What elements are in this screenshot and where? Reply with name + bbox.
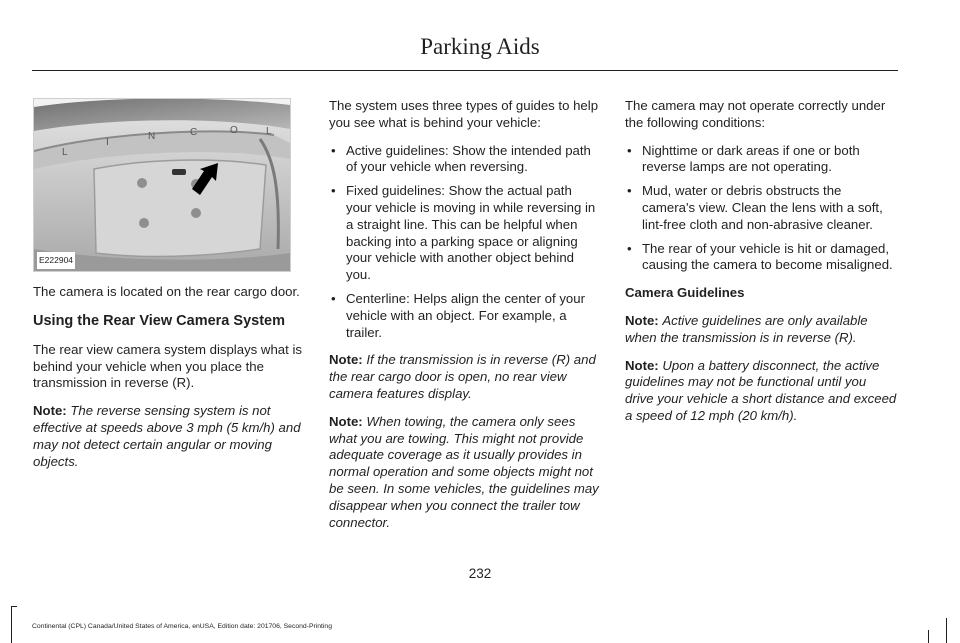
note-text: If the transmission is in reverse (R) and the rear cargo door is open, no rear view camera features display. <box>329 352 596 401</box>
section-heading: Using the Rear View Camera System <box>33 312 285 329</box>
note-text: When towing, the camera only sees what you are towing. This might not provide adequate coverage as it usually provides in normal operation and some objects might not be seen. In some vehicles, the guidelines may disappear when you connect the trailer tow connector. <box>329 413 599 530</box>
figure-caption: The camera is located on the rear cargo door. <box>33 284 300 299</box>
brand-letter-5: O <box>230 125 238 136</box>
figure-code: E222904 <box>37 252 75 269</box>
note-reverse-sensing <box>33 403 303 470</box>
column-right <box>625 98 897 436</box>
subheading-camera-guidelines: Camera Guidelines <box>625 285 745 301</box>
column-left <box>33 98 303 481</box>
crop-mark-left-vertical <box>11 606 12 643</box>
list-item: • Mud, water or debris obstructs the camera's view. Clean the lens with a soft, lint-free cloth and non-abrasive cleaner. <box>625 183 897 233</box>
list-item: • Centerline: Helps align the center of your vehicle with an object. For example, a trailer. <box>329 291 601 341</box>
note-active-guidelines <box>625 313 897 347</box>
crop-mark-right-vertical <box>946 618 947 643</box>
rear-camera-figure <box>33 98 291 272</box>
note-label: Note: <box>33 403 67 419</box>
brand-letter-4: C <box>190 127 198 138</box>
header-rule <box>32 70 898 71</box>
crop-mark-left-horizontal <box>11 606 17 607</box>
page-footer: Continental (CPL) Canada/United States of America, enUSA, Edition date: 201706, Second-Printing <box>32 623 332 630</box>
note-label: Note: <box>329 352 363 368</box>
list-item: • The rear of your vehicle is hit or damaged, causing the camera to become misaligned. <box>625 241 897 275</box>
guides-intro: The system uses three types of guides to help you see what is behind your vehicle: <box>329 98 599 130</box>
page-number: 232 <box>468 566 492 581</box>
list-item: • Nighttime or dark areas if one or both reverse lamps are not operating. <box>625 143 897 177</box>
crop-mark-right-tick <box>928 630 929 643</box>
note-text: Upon a battery disconnect, the active guidelines may not be functional until you drive your vehicle a short distance and exceed a speed of 12 mph (20 km/h). <box>625 357 897 423</box>
list-item: • Fixed guidelines: Show the actual path your vehicle is moving in while reversing in a straight line. This can be helpful when backing into a parking space or aligning your vehicle with another object behind you. <box>329 183 601 284</box>
brand-letter-3: N <box>148 131 156 142</box>
conditions-intro: The camera may not operate correctly under the following conditions: <box>625 98 886 130</box>
list-item: • Active guidelines: Show the intended path of your vehicle when reversing. <box>329 143 601 177</box>
note-cargo-door <box>329 352 601 402</box>
page-header-title: Parking Aids <box>420 34 540 59</box>
intro-paragraph: The rear view camera system displays what is behind your vehicle when you place the transmission in reverse (R). <box>33 341 302 391</box>
note-towing <box>329 414 601 532</box>
note-text: The reverse sensing system is not effective at speeds above 3 mph (5 km/h) and may not detect certain angular or moving objects. <box>33 403 301 469</box>
conditions-list <box>625 143 897 275</box>
rear-cargo-door-illustration <box>34 99 290 271</box>
brand-letter-2: I <box>106 137 109 148</box>
note-label: Note: <box>329 413 363 429</box>
brand-letter-6: L <box>266 126 272 137</box>
note-battery-disconnect <box>625 358 897 425</box>
note-label: Note: <box>625 312 659 328</box>
note-text: Active guidelines are only available when the transmission is in reverse (R). <box>625 312 868 345</box>
brand-letter-1: L <box>62 147 68 158</box>
guides-list <box>329 143 601 342</box>
note-label: Note: <box>625 357 659 373</box>
column-middle <box>329 98 601 542</box>
